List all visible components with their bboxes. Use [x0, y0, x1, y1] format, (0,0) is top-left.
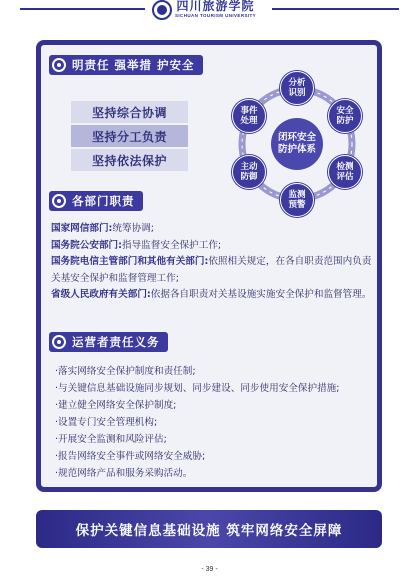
header-rule-right — [272, 8, 399, 10]
closed-loop-diagram — [216, 63, 376, 225]
university-seal-icon — [152, 0, 172, 20]
node-security-protection: 安全防护 — [328, 99, 362, 133]
list-item: ·设置专门安全管理机构; — [55, 417, 158, 428]
dept-item: 国务院公安部门:指导监督安全保护工作; — [51, 239, 222, 251]
list-item: ·与关键信息基础设施同步规划、同步建设、同步使用安全保护措施; — [55, 383, 340, 394]
dept-item: 国家网信部门:统筹协调; — [51, 223, 155, 234]
dept-item: 省级人民政府有关部门:依据各自职责对关基设施实施安全保护和监督管理。 — [51, 289, 372, 300]
dept-item: 国务院电信主管部门和其他有关部门:依照相关规定，在各自职责范围内负责关基安全保护和监督管理工作; — [51, 256, 372, 284]
university-logo — [152, 0, 256, 20]
node-detect-evaluate: 检测评估 — [328, 155, 362, 189]
node-monitor-warn: 监测预警 — [280, 183, 314, 217]
university-name-cn: 四川旅游学院 — [176, 0, 255, 13]
university-name-en: SICHUAN TOURISM UNIVERSITY — [175, 13, 257, 18]
principle-bar-division: 坚持分工负责 — [71, 125, 188, 147]
list-item: ·开展安全监测和风险评估; — [55, 434, 167, 445]
target-icon — [52, 335, 66, 349]
target-icon — [52, 58, 66, 72]
section-title: 运营者责任义务 — [72, 335, 160, 349]
header-rule-left — [20, 8, 145, 10]
section-header-departments — [49, 191, 143, 211]
list-item: ·报告网络安全事件或网络安全威胁; — [55, 451, 206, 462]
page-number: - 39 - — [201, 566, 218, 573]
section-title: 各部门职责 — [72, 194, 135, 208]
node-active-defense: 主动防御 — [232, 155, 266, 189]
list-item: ·建立健全网络安全保护制度; — [55, 400, 177, 411]
principle-bar-lawful: 坚持依法保护 — [71, 149, 188, 171]
target-icon — [52, 194, 66, 208]
content-panel — [36, 40, 382, 492]
principle-bar-coordination: 坚持综合协调 — [71, 101, 188, 123]
node-analyze-identify: 分析识别 — [280, 71, 314, 105]
departments-text — [51, 221, 377, 304]
diagram-center: 闭环安全防护体系 — [271, 118, 323, 170]
section-title: 明责任 强举措 护安全 — [72, 58, 195, 72]
operator-duties-list — [55, 363, 375, 482]
page-header — [0, 0, 419, 26]
slogan-banner: 保护关键信息基础设施 筑牢网络安全屏障 — [36, 510, 382, 548]
node-event-handle: 事件处理 — [232, 99, 266, 133]
list-item: ·规范网络产品和服务采购活动。 — [55, 468, 193, 479]
section-header-operators — [49, 332, 168, 352]
list-item: ·落实网络安全保护制度和责任制; — [55, 366, 196, 377]
section-header-responsibility — [49, 55, 203, 75]
